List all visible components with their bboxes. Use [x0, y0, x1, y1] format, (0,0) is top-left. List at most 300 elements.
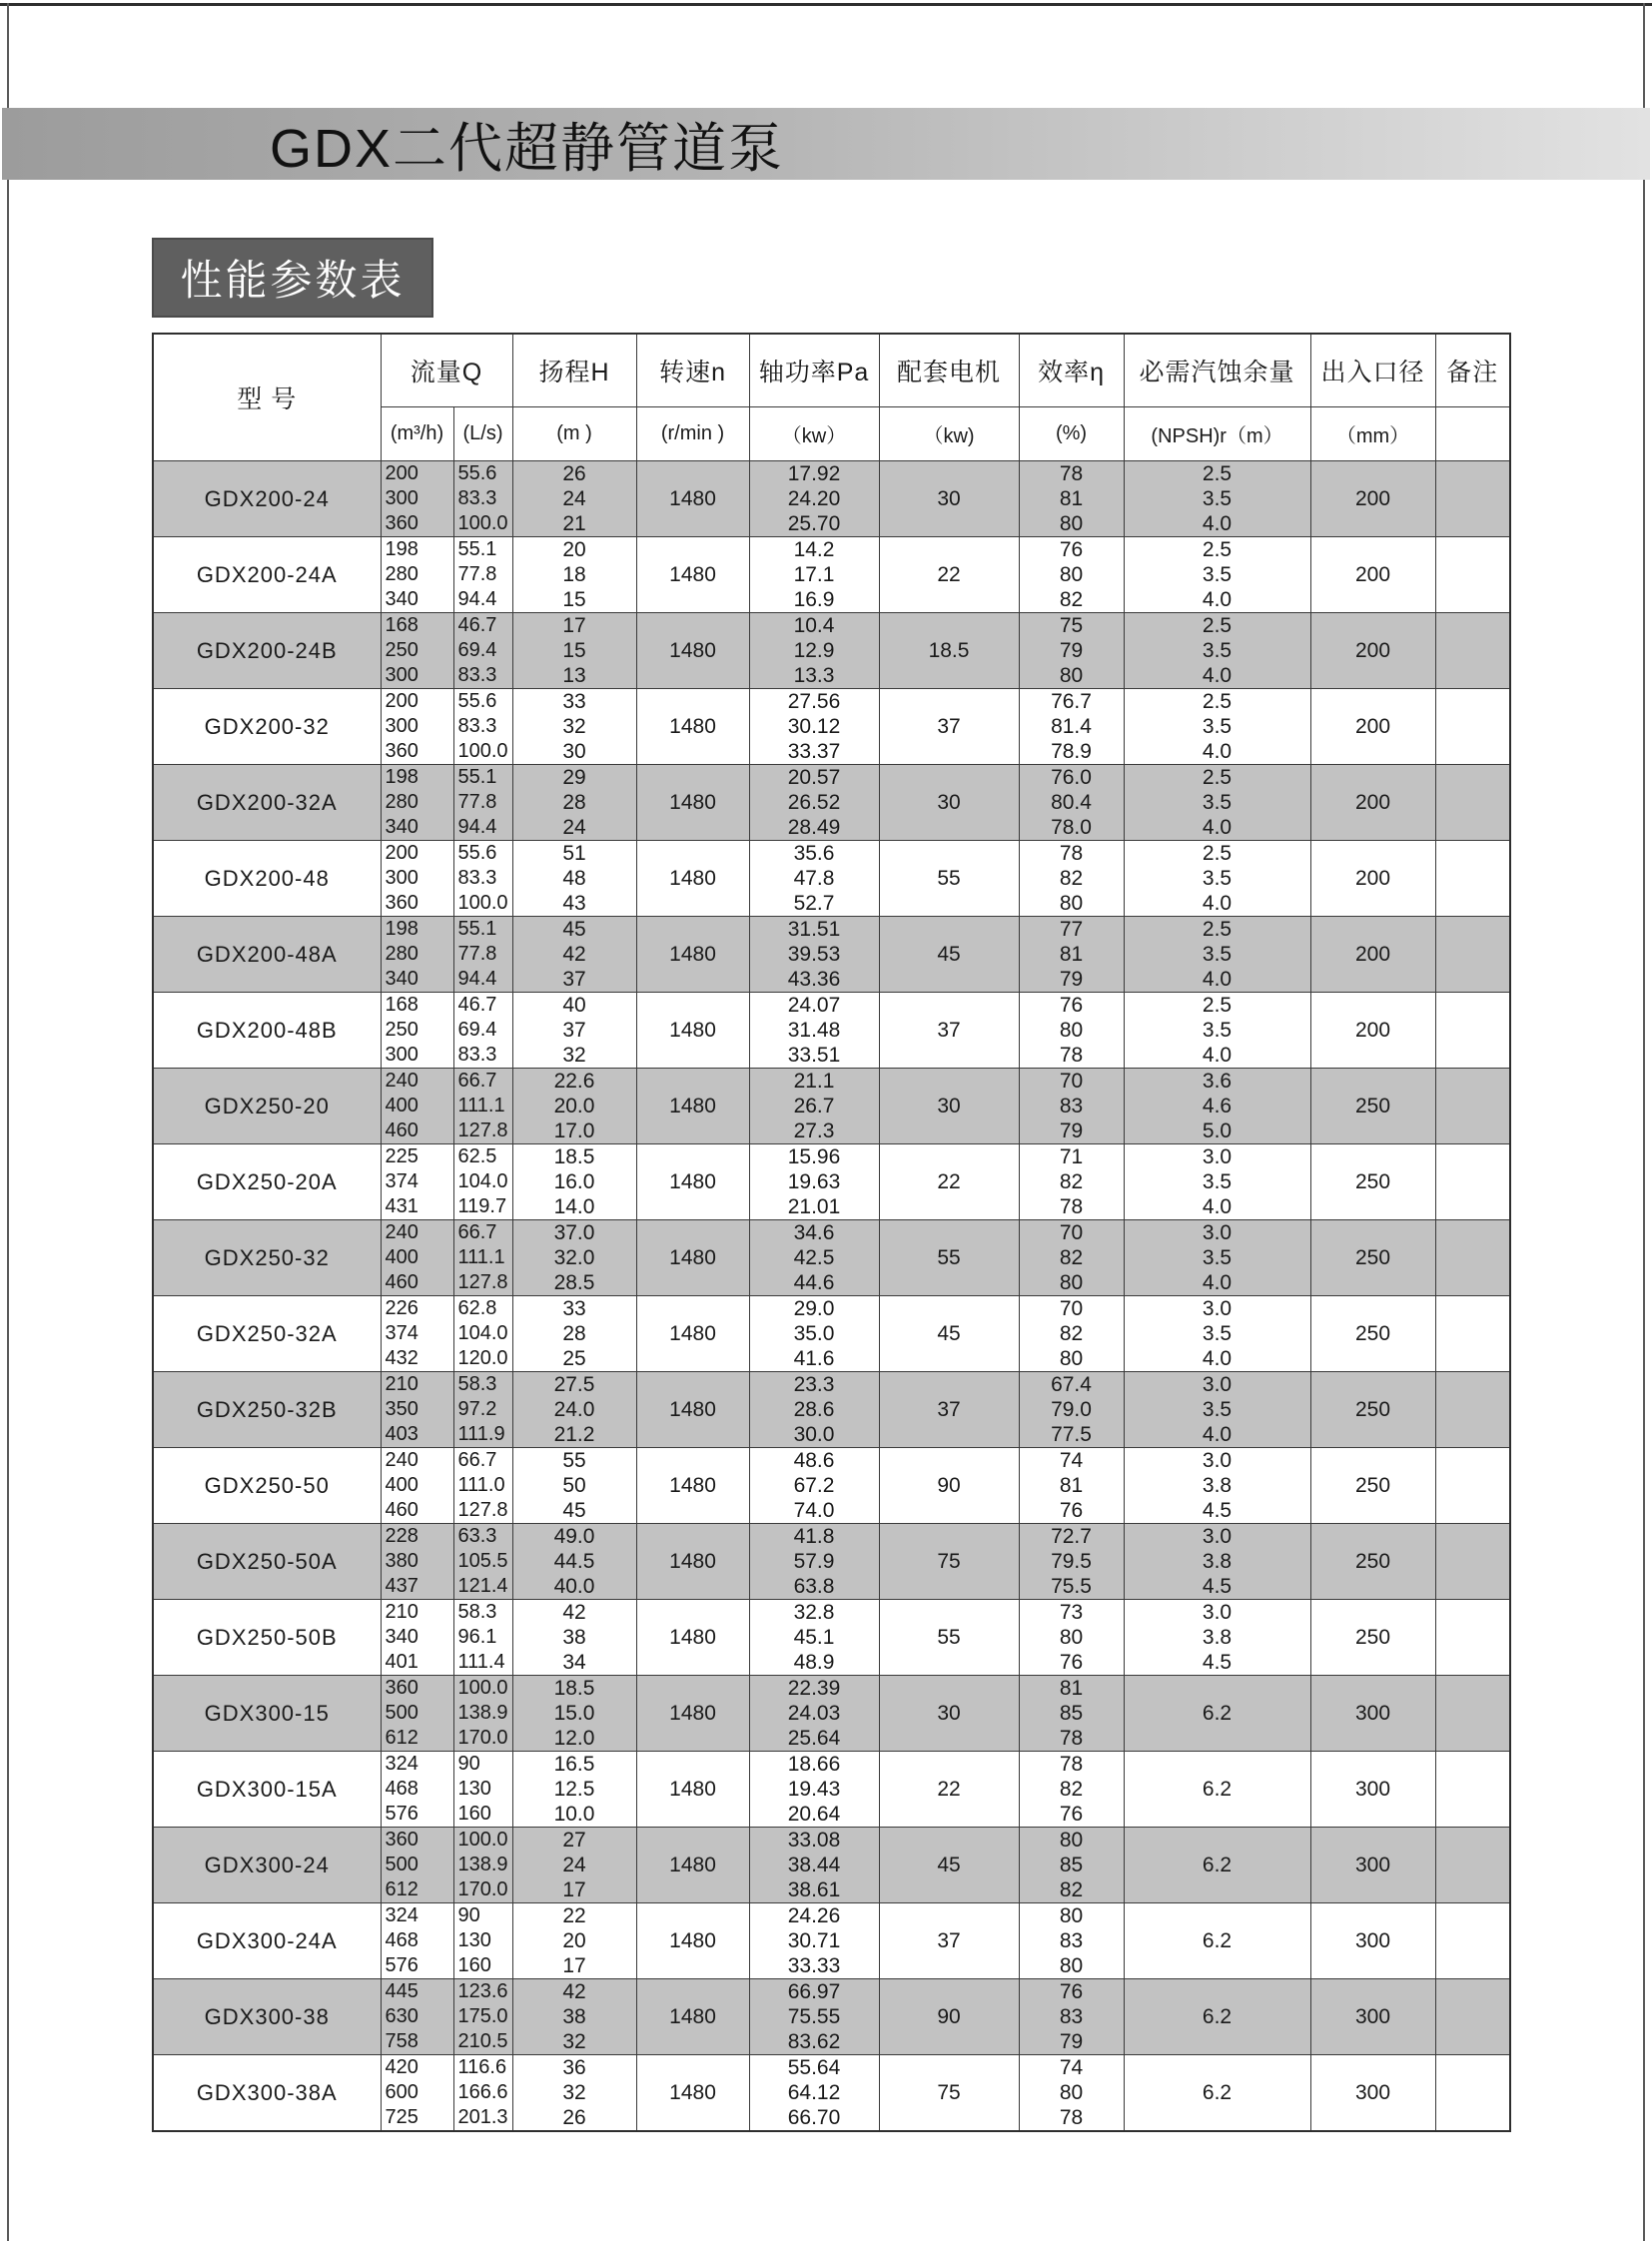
efficiency-cell-value: 80 — [1059, 892, 1084, 915]
head-cell-value: 20 — [562, 538, 586, 561]
npsh-cell-value: 3.0 — [1202, 1373, 1233, 1396]
efficiency-cell — [1019, 537, 1124, 613]
power-cell — [749, 689, 879, 765]
head-cell-value: 27.5 — [553, 1373, 595, 1396]
efficiency-cell — [1019, 1220, 1124, 1296]
remark-cell — [1435, 765, 1510, 841]
flow-m3h-cell — [381, 1676, 453, 1752]
power-cell-value: 83.62 — [787, 2030, 841, 2053]
flow-ls-cell-value: 160 — [457, 1803, 491, 1825]
efficiency-cell — [1019, 1903, 1124, 1979]
flow-ls-cell-value: 111.1 — [457, 1246, 505, 1268]
head-cell-value: 17 — [562, 614, 586, 637]
head-cell-value: 32 — [562, 1044, 586, 1067]
flow-m3h-cell-value: 500 — [385, 1854, 418, 1875]
flow-m3h-cell-value: 240 — [385, 1070, 418, 1092]
flow-ls-cell-value: 66.7 — [457, 1221, 497, 1243]
npsh-cell-value: 3.5 — [1202, 1322, 1233, 1345]
flow-ls-cell-value: 90 — [457, 1904, 480, 1926]
efficiency-cell-value: 76 — [1059, 1651, 1084, 1674]
diameter-cell: 250 — [1310, 1144, 1435, 1220]
npsh-cell-value: 3.0 — [1202, 1221, 1233, 1244]
npsh-cell-value: 2.5 — [1202, 690, 1233, 713]
npsh-cell: 6.2 — [1124, 1828, 1310, 1903]
power-cell-value: 39.53 — [787, 943, 841, 966]
efficiency-cell — [1019, 1069, 1124, 1144]
npsh-cell-value: 4.0 — [1202, 968, 1233, 991]
table-row — [153, 1448, 1510, 1524]
efficiency-cell — [1019, 841, 1124, 917]
power-cell — [749, 1069, 879, 1144]
speed-cell: 1480 — [636, 1752, 749, 1828]
head-cell-value: 24 — [562, 816, 586, 839]
head-cell — [512, 765, 636, 841]
flow-m3h-cell — [381, 1296, 453, 1372]
flow-ls-cell — [453, 1144, 512, 1220]
diameter-cell: 300 — [1310, 1979, 1435, 2055]
npsh-cell: 6.2 — [1124, 1676, 1310, 1752]
power-cell — [749, 1828, 879, 1903]
npsh-cell — [1124, 993, 1310, 1069]
diameter-cell: 200 — [1310, 689, 1435, 765]
head-cell-value: 27 — [562, 1829, 586, 1852]
flow-m3h-cell-value: 168 — [385, 994, 418, 1016]
efficiency-cell-value: 81 — [1059, 1677, 1084, 1700]
motor-cell: 45 — [879, 1296, 1019, 1372]
flow-ls-cell-value: 77.8 — [457, 943, 497, 965]
flow-ls-cell — [453, 1220, 512, 1296]
head-cell — [512, 1903, 636, 1979]
power-cell-value: 30.0 — [793, 1423, 835, 1446]
table-row — [153, 1296, 1510, 1372]
head-cell-value: 49.0 — [553, 1525, 595, 1548]
efficiency-cell — [1019, 1979, 1124, 2055]
npsh-cell — [1124, 689, 1310, 765]
head-cell-value: 18.5 — [553, 1145, 595, 1168]
npsh-cell — [1124, 1069, 1310, 1144]
diameter-cell: 200 — [1310, 613, 1435, 689]
power-cell-value: 34.6 — [793, 1221, 835, 1244]
flow-ls-cell-value: 55.1 — [457, 918, 497, 940]
efficiency-cell-value: 71 — [1059, 1145, 1084, 1168]
efficiency-cell — [1019, 1752, 1124, 1828]
efficiency-cell — [1019, 613, 1124, 689]
flow-m3h-cell-value: 468 — [385, 1929, 418, 1951]
npsh-cell-value: 4.0 — [1202, 1347, 1233, 1370]
flow-ls-cell-value: 100.0 — [457, 892, 508, 914]
diameter-cell: 250 — [1310, 1220, 1435, 1296]
diameter-cell: 300 — [1310, 2055, 1435, 2132]
motor-cell: 55 — [879, 1600, 1019, 1676]
section-badge-label: 性能参数表 — [180, 257, 406, 304]
diameter-cell: 250 — [1310, 1448, 1435, 1524]
head-cell — [512, 917, 636, 993]
flow-ls-cell-value: 105.5 — [457, 1550, 508, 1572]
head-cell-value: 25 — [562, 1347, 586, 1370]
motor-cell: 37 — [879, 689, 1019, 765]
efficiency-cell-value: 79.0 — [1051, 1398, 1092, 1421]
efficiency-cell-value: 80 — [1059, 1019, 1084, 1042]
efficiency-cell-value: 80 — [1059, 664, 1084, 687]
head-cell-value: 15 — [562, 639, 586, 662]
npsh-cell — [1124, 1144, 1310, 1220]
power-cell-value: 20.64 — [787, 1803, 841, 1826]
power-cell — [749, 841, 879, 917]
efficiency-cell — [1019, 1676, 1124, 1752]
efficiency-cell-value: 80 — [1059, 1271, 1084, 1294]
npsh-cell-value: 4.5 — [1202, 1499, 1233, 1522]
head-cell-value: 17 — [562, 1954, 586, 1977]
efficiency-cell-value: 78 — [1059, 1044, 1084, 1067]
flow-ls-cell — [453, 841, 512, 917]
speed-cell: 1480 — [636, 1069, 749, 1144]
flow-m3h-cell — [381, 1828, 453, 1903]
flow-ls-cell — [453, 613, 512, 689]
head-cell — [512, 1448, 636, 1524]
col-header-motor: 配套电机 — [879, 334, 1019, 407]
table-row — [153, 461, 1510, 537]
flow-m3h-cell-value: 432 — [385, 1347, 418, 1369]
npsh-cell-value: 3.5 — [1202, 1398, 1233, 1421]
flow-ls-cell-value: 83.3 — [457, 664, 497, 686]
flow-ls-cell-value: 83.3 — [457, 487, 497, 509]
efficiency-cell-value: 78 — [1059, 842, 1084, 865]
speed-cell: 1480 — [636, 1903, 749, 1979]
model-cell: GDX250-50B — [153, 1600, 381, 1676]
efficiency-cell — [1019, 917, 1124, 993]
flow-m3h-cell — [381, 1144, 453, 1220]
power-cell-value: 41.8 — [793, 1525, 835, 1548]
head-cell — [512, 1600, 636, 1676]
efficiency-cell-value: 76.0 — [1051, 766, 1092, 789]
head-cell-value: 38 — [562, 2005, 586, 2028]
page-title: GDX二代超静管道泵 — [270, 118, 785, 179]
head-cell-value: 21.2 — [553, 1423, 595, 1446]
table-row — [153, 537, 1510, 613]
remark-cell — [1435, 1979, 1510, 2055]
flow-m3h-cell-value: 380 — [385, 1550, 418, 1572]
power-cell — [749, 461, 879, 537]
efficiency-cell-value: 79 — [1059, 968, 1084, 991]
flow-ls-cell-value: 201.3 — [457, 2106, 508, 2128]
unit-efficiency: (%) — [1019, 407, 1124, 461]
power-cell-value: 21.01 — [787, 1195, 841, 1218]
npsh-cell-value: 4.0 — [1202, 512, 1233, 535]
efficiency-cell-value: 67.4 — [1051, 1373, 1092, 1396]
head-cell-value: 37.0 — [553, 1221, 595, 1244]
flow-ls-cell — [453, 1676, 512, 1752]
diameter-cell: 300 — [1310, 1676, 1435, 1752]
table-row — [153, 993, 1510, 1069]
npsh-cell — [1124, 841, 1310, 917]
npsh-cell-value: 3.0 — [1202, 1449, 1233, 1472]
head-cell-value: 32 — [562, 715, 586, 738]
table-row — [153, 1979, 1510, 2055]
power-cell-value: 48.6 — [793, 1449, 835, 1472]
npsh-cell-value: 4.5 — [1202, 1651, 1233, 1674]
power-cell-value: 64.12 — [787, 2081, 841, 2104]
power-cell-value: 30.12 — [787, 715, 841, 738]
flow-ls-cell-value: 104.0 — [457, 1170, 508, 1192]
flow-ls-cell — [453, 1979, 512, 2055]
head-cell-value: 10.0 — [553, 1803, 595, 1826]
model-cell: GDX250-50A — [153, 1524, 381, 1600]
flow-ls-cell-value: 130 — [457, 1778, 491, 1800]
power-cell — [749, 765, 879, 841]
diameter-cell: 300 — [1310, 1828, 1435, 1903]
head-cell-value: 21 — [562, 512, 586, 535]
flow-m3h-cell-value: 360 — [385, 892, 418, 914]
efficiency-cell-value: 78 — [1059, 1727, 1084, 1750]
npsh-cell-value: 3.5 — [1202, 791, 1233, 814]
power-cell-value: 19.63 — [787, 1170, 841, 1193]
flow-ls-cell-value: 83.3 — [457, 1044, 497, 1066]
page-border-right — [1643, 3, 1645, 2241]
flow-ls-cell — [453, 1448, 512, 1524]
table-row — [153, 1220, 1510, 1296]
head-cell-value: 51 — [562, 842, 586, 865]
unit-flow-ls: (L/s) — [453, 407, 512, 461]
efficiency-cell-value: 78 — [1059, 2106, 1084, 2129]
efficiency-cell-value: 75 — [1059, 614, 1084, 637]
motor-cell: 55 — [879, 841, 1019, 917]
flow-ls-cell — [453, 1069, 512, 1144]
model-cell: GDX300-24 — [153, 1828, 381, 1903]
flow-ls-cell-value: 97.2 — [457, 1398, 497, 1420]
flow-ls-cell-value: 104.0 — [457, 1322, 508, 1344]
power-cell-value: 63.8 — [793, 1575, 835, 1598]
flow-m3h-cell — [381, 1752, 453, 1828]
flow-ls-cell-value: 77.8 — [457, 563, 497, 585]
efficiency-cell-value: 77 — [1059, 918, 1084, 941]
flow-m3h-cell-value: 200 — [385, 690, 418, 712]
power-cell-value: 66.70 — [787, 2106, 841, 2129]
page-border-left — [7, 3, 9, 2241]
performance-table — [152, 333, 1511, 2132]
head-cell-value: 22 — [562, 1904, 586, 1927]
efficiency-cell-value: 85 — [1059, 1702, 1084, 1725]
speed-cell: 1480 — [636, 461, 749, 537]
flow-m3h-cell-value: 374 — [385, 1170, 418, 1192]
motor-cell: 18.5 — [879, 613, 1019, 689]
npsh-cell: 6.2 — [1124, 2055, 1310, 2132]
power-cell-value: 24.07 — [787, 994, 841, 1017]
flow-ls-cell-value: 94.4 — [457, 968, 497, 990]
model-cell: GDX300-38A — [153, 2055, 381, 2132]
head-cell-value: 40.0 — [553, 1575, 595, 1598]
speed-cell: 1480 — [636, 2055, 749, 2132]
flow-m3h-cell-value: 360 — [385, 1829, 418, 1851]
power-cell-value: 45.1 — [793, 1626, 835, 1649]
head-cell — [512, 1676, 636, 1752]
efficiency-cell-value: 74 — [1059, 1449, 1084, 1472]
flow-ls-cell-value: 100.0 — [457, 740, 508, 762]
flow-ls-cell-value: 123.6 — [457, 1980, 508, 2002]
model-cell: GDX250-32A — [153, 1296, 381, 1372]
flow-m3h-cell-value: 280 — [385, 791, 418, 813]
efficiency-cell-value: 80 — [1059, 2081, 1084, 2104]
head-cell-value: 12.0 — [553, 1727, 595, 1750]
motor-cell: 30 — [879, 1676, 1019, 1752]
head-cell-value: 34 — [562, 1651, 586, 1674]
head-cell — [512, 689, 636, 765]
head-cell-value: 13 — [562, 664, 586, 687]
diameter-cell: 300 — [1310, 1903, 1435, 1979]
efficiency-cell-value: 70 — [1059, 1070, 1084, 1093]
motor-cell: 90 — [879, 1448, 1019, 1524]
flow-m3h-cell-value: 374 — [385, 1322, 418, 1344]
flow-ls-cell-value: 58.3 — [457, 1601, 497, 1623]
head-cell-value: 24.0 — [553, 1398, 595, 1421]
table-row — [153, 689, 1510, 765]
power-cell-value: 28.6 — [793, 1398, 835, 1421]
efficiency-cell-value: 78.9 — [1051, 740, 1092, 763]
col-header-head: 扬程H — [512, 334, 636, 407]
head-cell-value: 45 — [562, 918, 586, 941]
flow-m3h-cell-value: 280 — [385, 563, 418, 585]
npsh-cell — [1124, 1296, 1310, 1372]
efficiency-cell-value: 76.7 — [1051, 690, 1092, 713]
npsh-cell-value: 4.0 — [1202, 892, 1233, 915]
power-cell-value: 33.08 — [787, 1829, 841, 1852]
remark-cell — [1435, 689, 1510, 765]
col-header-diameter: 出入口径 — [1310, 334, 1435, 407]
power-cell-value: 33.51 — [787, 1044, 841, 1067]
flow-ls-cell-value: 46.7 — [457, 994, 497, 1016]
npsh-cell-value: 3.5 — [1202, 943, 1233, 966]
efficiency-cell — [1019, 993, 1124, 1069]
flow-m3h-cell — [381, 537, 453, 613]
flow-m3h-cell-value: 168 — [385, 614, 418, 636]
table-row — [153, 1752, 1510, 1828]
table-row — [153, 1069, 1510, 1144]
flow-m3h-cell-value: 460 — [385, 1120, 418, 1141]
head-cell-value: 45 — [562, 1499, 586, 1522]
power-cell-value: 16.9 — [793, 588, 835, 611]
npsh-cell: 6.2 — [1124, 1752, 1310, 1828]
motor-cell: 45 — [879, 1828, 1019, 1903]
flow-ls-cell-value: 94.4 — [457, 816, 497, 838]
flow-ls-cell-value: 127.8 — [457, 1499, 508, 1521]
power-cell-value: 18.66 — [787, 1753, 841, 1776]
flow-ls-cell — [453, 1752, 512, 1828]
speed-cell: 1480 — [636, 1296, 749, 1372]
model-cell: GDX200-24A — [153, 537, 381, 613]
flow-m3h-cell — [381, 765, 453, 841]
flow-ls-cell-value: 94.4 — [457, 588, 497, 610]
head-cell-value: 16.5 — [553, 1753, 595, 1776]
flow-ls-cell-value: 138.9 — [457, 1854, 508, 1875]
efficiency-cell-value: 82 — [1059, 1170, 1084, 1193]
flow-m3h-cell-value: 360 — [385, 740, 418, 762]
power-cell — [749, 1448, 879, 1524]
power-cell — [749, 1144, 879, 1220]
col-header-power: 轴功率Pa — [749, 334, 879, 407]
power-cell-value: 26.7 — [793, 1095, 835, 1118]
flow-m3h-cell — [381, 2055, 453, 2132]
npsh-cell-value: 2.5 — [1202, 842, 1233, 865]
npsh-cell-value: 3.0 — [1202, 1297, 1233, 1320]
flow-ls-cell-value: 127.8 — [457, 1271, 508, 1293]
efficiency-cell-value: 80 — [1059, 1904, 1084, 1927]
motor-cell: 75 — [879, 1524, 1019, 1600]
head-cell-value: 29 — [562, 766, 586, 789]
power-cell — [749, 1372, 879, 1448]
flow-ls-cell — [453, 1903, 512, 1979]
flow-m3h-cell — [381, 1220, 453, 1296]
power-cell — [749, 1296, 879, 1372]
speed-cell: 1480 — [636, 1144, 749, 1220]
motor-cell: 75 — [879, 2055, 1019, 2132]
flow-m3h-cell-value: 280 — [385, 943, 418, 965]
model-cell: GDX250-32B — [153, 1372, 381, 1448]
head-cell-value: 42 — [562, 1980, 586, 2003]
head-cell — [512, 1752, 636, 1828]
speed-cell: 1480 — [636, 613, 749, 689]
npsh-cell: 6.2 — [1124, 1979, 1310, 2055]
table-row — [153, 765, 1510, 841]
remark-cell — [1435, 841, 1510, 917]
power-cell — [749, 917, 879, 993]
npsh-cell-value: 4.0 — [1202, 1271, 1233, 1294]
flow-ls-cell-value: 100.0 — [457, 1829, 508, 1851]
diameter-cell: 200 — [1310, 537, 1435, 613]
head-cell-value: 15.0 — [553, 1702, 595, 1725]
npsh-cell — [1124, 461, 1310, 537]
efficiency-cell-value: 79 — [1059, 2030, 1084, 2053]
efficiency-cell-value: 79 — [1059, 1120, 1084, 1142]
power-cell-value: 25.70 — [787, 512, 841, 535]
head-cell-value: 12.5 — [553, 1778, 595, 1801]
flow-ls-cell-value: 55.6 — [457, 690, 497, 712]
flow-ls-cell-value: 66.7 — [457, 1449, 497, 1471]
remark-cell — [1435, 1524, 1510, 1600]
head-cell-value: 37 — [562, 968, 586, 991]
head-cell-value: 40 — [562, 994, 586, 1017]
model-cell: GDX200-32A — [153, 765, 381, 841]
speed-cell: 1480 — [636, 841, 749, 917]
power-cell-value: 28.49 — [787, 816, 841, 839]
efficiency-cell-value: 80 — [1059, 512, 1084, 535]
power-cell — [749, 2055, 879, 2132]
motor-cell: 22 — [879, 537, 1019, 613]
head-cell-value: 20 — [562, 1929, 586, 1952]
col-header-model: 型 号 — [153, 334, 381, 461]
npsh-cell-value: 5.0 — [1202, 1120, 1233, 1142]
power-cell-value: 42.5 — [793, 1246, 835, 1269]
npsh-cell-value: 2.5 — [1202, 994, 1233, 1017]
remark-cell — [1435, 2055, 1510, 2132]
flow-m3h-cell-value: 576 — [385, 1803, 418, 1825]
power-cell-value: 27.56 — [787, 690, 841, 713]
efficiency-cell — [1019, 1372, 1124, 1448]
head-cell-value: 32 — [562, 2030, 586, 2053]
flow-m3h-cell-value: 250 — [385, 639, 418, 661]
head-cell-value: 30 — [562, 740, 586, 763]
efficiency-cell-value: 80 — [1059, 1954, 1084, 1977]
diameter-cell: 200 — [1310, 461, 1435, 537]
efficiency-cell-value: 80.4 — [1051, 791, 1092, 814]
npsh-cell — [1124, 1220, 1310, 1296]
head-cell — [512, 1296, 636, 1372]
npsh-cell-value: 4.0 — [1202, 740, 1233, 763]
head-cell-value: 20.0 — [553, 1095, 595, 1118]
unit-diameter: （mm） — [1310, 407, 1435, 461]
power-cell-value: 31.51 — [787, 918, 841, 941]
table-row — [153, 841, 1510, 917]
npsh-cell-value: 2.5 — [1202, 538, 1233, 561]
head-cell — [512, 613, 636, 689]
